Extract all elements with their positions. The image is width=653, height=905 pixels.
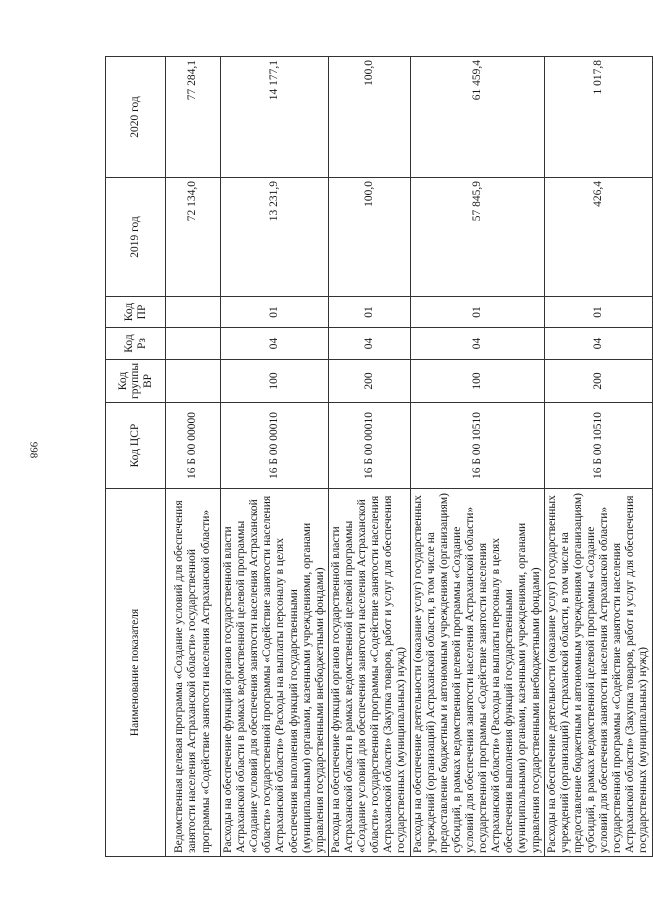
row-vr: 200: [544, 360, 652, 403]
row-2020: 61 459,4: [410, 57, 544, 178]
row-2020: 77 284,1: [166, 57, 221, 178]
table-row: [328, 57, 410, 857]
row-2019: 72 134,0: [166, 178, 221, 297]
table-row: [221, 57, 329, 857]
header-rz: Код Рз: [106, 328, 166, 360]
row-2020: 14 177,1: [221, 57, 329, 178]
row-name: Расходы на обеспечение деятельности (оказание услуг) государственных учреждений (организаций) Астраханской области, в том числе на предоставление бюджетным и автономным учреждениям (организациям) субсидий, в рамках ведомственной целевой программы «Создание условий для обеспечения занятости населения Астраханской области» государственной программы «Содействие занятости населения Астраханской области» (Закупка товаров, работ и услуг для обеспечения государственных (муниципальных) нужд): [544, 489, 652, 857]
row-name: Расходы на обеспечение функций органов государственной власти Астраханской области в рамках ведомственной целевой программы «Создание условий для обеспечения занятости населения Астраханской области» государственной программы «Содействие занятости населения Астраханской области» (Закупка товаров, работ и услуг для обеспечения государственных (муниципальных) нужд): [328, 489, 410, 857]
row-name: Расходы на обеспечение деятельности (оказание услуг) государственных учреждений (организаций) Астраханской области, в том числе на предоставление бюджетным и автономным учреждениям (организациям) субсидий, в рамках ведомственной целевой программы «Создание условий для обеспечения занятости населения Астраханской области» государственной программы «Содействие занятости населения Астраханской области» (Расходы на выплаты персоналу в целях обеспечения выполнения функций государственными (муниципальными) органами, казенными учреждениями, органами управления государственными внебюджетными фондами): [410, 489, 544, 857]
row-rz: [166, 328, 221, 360]
row-2020: 1 017,8: [544, 57, 652, 178]
row-pr: 01: [328, 297, 410, 328]
row-2020: 100,0: [328, 57, 410, 178]
row-vr: 200: [328, 360, 410, 403]
header-pr: Код ПР: [106, 297, 166, 328]
row-rz: 04: [328, 328, 410, 360]
header-csr: Код ЦСР: [106, 403, 166, 489]
row-csr: 16 Б 00 00010: [221, 403, 329, 489]
row-csr: 16 Б 00 00000: [166, 403, 221, 489]
row-name: Расходы на обеспечение функций органов государственной власти Астраханской области в рамках ведомственной целевой программы «Создание условий для обеспечения занятости населения Астраханской области» государственной программы «Содействие занятости населения Астраханской области» (Расходы на выплаты персоналу в целях обеспечения выполнения функций государственными (муниципальными) органами, казенными учреждениями, органами управления государственными внебюджетными фондами): [221, 489, 329, 857]
row-rz: 04: [410, 328, 544, 360]
row-vr: 100: [410, 360, 544, 403]
table-row: [410, 57, 544, 857]
row-csr: 16 Б 00 10510: [544, 403, 652, 489]
table-header-row: [106, 57, 166, 857]
table-row: [166, 57, 221, 857]
header-name: Наименование показателя: [106, 489, 166, 857]
row-pr: [166, 297, 221, 328]
row-pr: 01: [410, 297, 544, 328]
row-2019: 57 845,9: [410, 178, 544, 297]
row-vr: [166, 360, 221, 403]
row-rz: 04: [544, 328, 652, 360]
budget-table: [105, 56, 653, 857]
row-2019: 13 231,9: [221, 178, 329, 297]
page-number: 998: [27, 441, 40, 459]
row-vr: 100: [221, 360, 329, 403]
header-2019: 2019 год: [106, 178, 166, 297]
header-2020: 2020 год: [106, 57, 166, 178]
row-pr: 01: [544, 297, 652, 328]
row-2019: 426,4: [544, 178, 652, 297]
rotated-page: [105, 57, 650, 857]
row-rz: 04: [221, 328, 329, 360]
row-2019: 100,0: [328, 178, 410, 297]
table-row: [544, 57, 652, 857]
row-csr: 16 Б 00 10510: [410, 403, 544, 489]
row-pr: 01: [221, 297, 329, 328]
header-vr: Код группы ВР: [106, 360, 166, 403]
row-csr: 16 Б 00 00010: [328, 403, 410, 489]
row-name: Ведомственная целевая программа «Создание условий для обеспечения занятости населения Астраханской области» государственной программы «Содействие занятости населения Астраханской области»: [166, 489, 221, 857]
